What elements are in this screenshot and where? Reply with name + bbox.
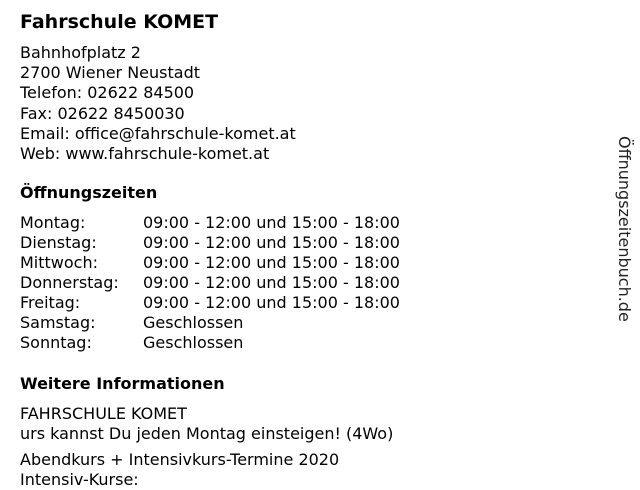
phone-number: Telefon: 02622 84500 bbox=[20, 83, 195, 103]
time-value: Geschlossen bbox=[143, 333, 244, 352]
street-address: Bahnhofplatz 2 bbox=[20, 43, 141, 62]
day-label: Dienstag: bbox=[20, 233, 97, 252]
watermark-text: Öffnungszeitenbuch.de bbox=[615, 136, 634, 322]
hours-heading: Öffnungszeiten bbox=[20, 183, 158, 202]
time-value: 09:00 - 12:00 und 15:00 - 18:00 bbox=[143, 273, 400, 292]
day-label: Samstag: bbox=[20, 313, 96, 332]
fax-number: Fax: 02622 8450030 bbox=[20, 103, 185, 123]
website: Web: www.fahrschule-komet.at bbox=[20, 144, 270, 164]
info-line: FAHRSCHULE KOMET bbox=[20, 404, 187, 423]
info-line: Intensiv-Kurse: bbox=[20, 470, 139, 489]
time-value: 09:00 - 12:00 und 15:00 - 18:00 bbox=[143, 253, 400, 272]
time-value: 09:00 - 12:00 und 15:00 - 18:00 bbox=[143, 213, 400, 232]
time-value: Geschlossen bbox=[143, 313, 244, 332]
day-label: Montag: bbox=[20, 213, 86, 232]
day-label: Donnerstag: bbox=[20, 273, 119, 292]
info-line: Abendkurs + Intensivkurs-Termine 2020 bbox=[20, 450, 340, 469]
day-label: Mittwoch: bbox=[20, 253, 98, 272]
email-address: Email: office@fahrschule-komet.at bbox=[20, 123, 296, 143]
day-label: Freitag: bbox=[20, 293, 81, 312]
info-heading: Weitere Informationen bbox=[20, 374, 225, 393]
info-line: urs kannst Du jeden Montag einsteigen! (4Wo) bbox=[20, 424, 394, 443]
time-value: 09:00 - 12:00 und 15:00 - 18:00 bbox=[143, 233, 400, 252]
time-value: 09:00 - 12:00 und 15:00 - 18:00 bbox=[143, 293, 400, 312]
contact-block bbox=[20, 43, 296, 164]
business-name: Fahrschule KOMET bbox=[20, 11, 219, 33]
day-label: Sonntag: bbox=[20, 333, 92, 352]
city-address: 2700 Wiener Neustadt bbox=[20, 63, 201, 83]
